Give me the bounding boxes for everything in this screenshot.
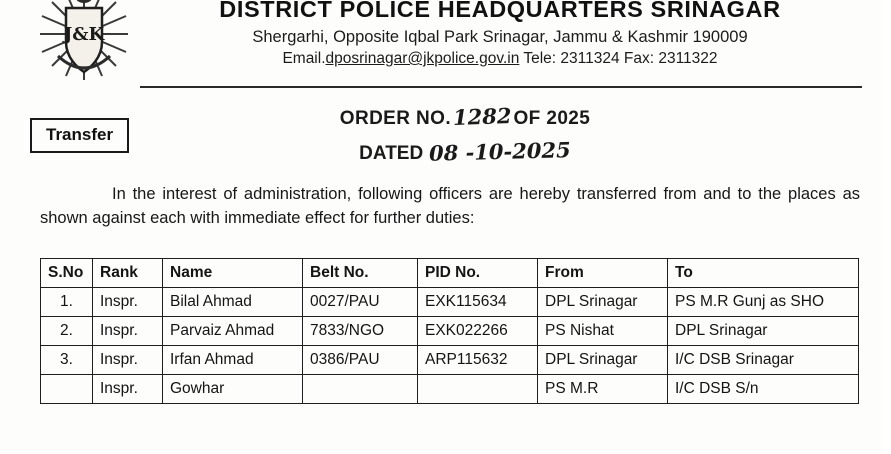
table-row — [41, 317, 859, 346]
cell-to: PS M.R Gunj as SHO — [668, 288, 859, 317]
cell-to: I/C DSB Srinagar — [668, 346, 859, 375]
paragraph-text: In the interest of administration, following officers are hereby transferred from and to the places as shown against each with immediate effect for further duties: — [40, 185, 860, 228]
order-body-paragraph — [40, 182, 860, 231]
cell-belt: 7833/NGO — [303, 317, 418, 346]
table-header-row — [41, 259, 859, 288]
order-heading-block — [255, 104, 675, 165]
cell-belt: 0386/PAU — [303, 346, 418, 375]
cell-name: Bilal Ahmad — [163, 288, 303, 317]
cell-name: Gowhar — [163, 375, 303, 404]
cell-rank: Inspr. — [93, 317, 163, 346]
column-header-sno: S.No — [41, 259, 93, 288]
cell-belt: 0027/PAU — [303, 288, 418, 317]
organization-address: Shergarhi, Opposite Iqbal Park Srinagar, Jammu & Kashmir 190009 — [252, 28, 748, 46]
order-year-suffix: OF 2025 — [513, 108, 591, 129]
order-number-line — [255, 104, 675, 130]
organization-contact — [130, 50, 870, 68]
cell-pid: EXK115634 — [418, 288, 538, 317]
cell-name: Irfan Ahmad — [163, 346, 303, 375]
document-header — [0, 0, 891, 92]
header-divider — [140, 86, 862, 88]
officers-table-wrapper — [40, 258, 858, 404]
cell-to: DPL Srinagar — [668, 317, 859, 346]
officers-table — [40, 258, 859, 404]
cell-pid — [418, 375, 538, 404]
table-row — [41, 346, 859, 375]
cell-pid: ARP115632 — [418, 346, 538, 375]
scan-edge-fade — [877, 0, 891, 454]
cell-rank: Inspr. — [93, 346, 163, 375]
telephone-fax: Tele: 2311324 Fax: 2311322 — [519, 50, 718, 67]
order-number-label: ORDER NO. — [339, 108, 452, 129]
cell-sno: 2. — [41, 317, 93, 346]
dated-label: DATED — [359, 143, 424, 164]
order-date-value: 08 -10-2025 — [428, 137, 572, 166]
order-date-line — [255, 139, 675, 165]
cell-to: I/C DSB S/n — [668, 375, 859, 404]
header-text-block — [130, 0, 870, 68]
table-row — [41, 375, 859, 404]
cell-pid: EXK022266 — [418, 317, 538, 346]
order-number-value: 1282 — [452, 102, 512, 131]
jammu-kashmir-police-emblem-icon — [30, 0, 138, 86]
column-header-to: To — [668, 259, 859, 288]
cell-from: PS M.R — [538, 375, 668, 404]
email-link[interactable]: dposrinagar@jkpolice.gov.in — [325, 50, 520, 67]
cell-rank: Inspr. — [93, 288, 163, 317]
email-label: Email. — [282, 50, 326, 67]
column-header-belt: Belt No. — [303, 259, 418, 288]
transfer-stamp-box: Transfer — [30, 118, 129, 153]
column-header-pid: PID No. — [418, 259, 538, 288]
column-header-name: Name — [163, 259, 303, 288]
table-row — [41, 288, 859, 317]
cell-sno: 1. — [41, 288, 93, 317]
cell-rank: Inspr. — [93, 375, 163, 404]
cell-from: PS Nishat — [538, 317, 668, 346]
column-header-rank: Rank — [93, 259, 163, 288]
cell-from: DPL Srinagar — [538, 288, 668, 317]
cell-sno — [41, 375, 93, 404]
cell-from: DPL Srinagar — [538, 346, 668, 375]
organization-title: DISTRICT POLICE HEADQUARTERS SRINAGAR — [219, 0, 781, 22]
cell-name: Parvaiz Ahmad — [163, 317, 303, 346]
column-header-from: From — [538, 259, 668, 288]
svg-text:J&K: J&K — [63, 24, 105, 45]
cell-sno: 3. — [41, 346, 93, 375]
cell-belt — [303, 375, 418, 404]
